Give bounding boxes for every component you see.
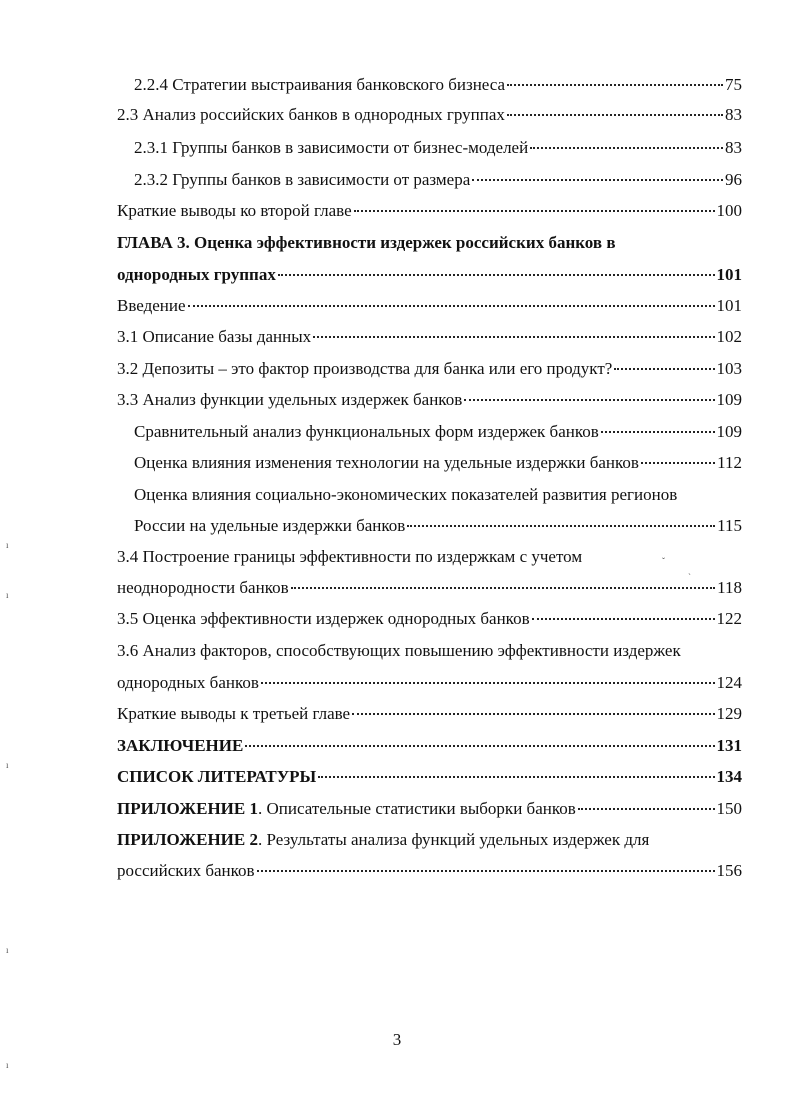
leader-dots xyxy=(507,114,723,116)
toc-entry-label: российских банков xyxy=(117,861,255,880)
toc-entry-label: 3.1 Описание базы данных xyxy=(117,327,312,346)
toc-entry-label xyxy=(117,798,576,820)
toc-entry-page: 131 xyxy=(716,736,742,755)
leader-dots xyxy=(641,462,715,464)
leader-dots xyxy=(261,682,715,684)
toc-entry-page: 103 xyxy=(716,359,742,378)
toc-entry-appendix-2[interactable] xyxy=(117,860,742,882)
toc-entry[interactable] xyxy=(134,421,742,443)
toc-entry-references[interactable] xyxy=(117,766,742,788)
scan-speck: ı xyxy=(6,760,9,770)
leader-dots xyxy=(472,179,723,181)
toc-entry-page: 102 xyxy=(716,327,742,346)
toc-entry-first-line: 3.6 Анализ факторов, способствующих повышению эффективности издержек xyxy=(117,641,681,660)
appendix-description: . Описательные статистики выборки банков xyxy=(257,799,576,818)
toc-entry-page: 122 xyxy=(716,609,742,628)
leader-dots xyxy=(352,713,714,715)
leader-dots xyxy=(245,745,714,747)
leader-dots xyxy=(407,525,715,527)
scan-speck: ` xyxy=(688,572,691,582)
toc-entry[interactable] xyxy=(117,326,742,348)
toc-entry-label: 3.3 Анализ функции удельных издержек банков xyxy=(117,390,463,409)
toc-entry-first-line xyxy=(117,829,649,851)
toc-entry-page: 96 xyxy=(725,170,742,189)
toc-entry[interactable] xyxy=(117,703,742,725)
scan-speck: ı xyxy=(6,590,9,600)
toc-entry-label: СПИСОК ЛИТЕРАТУРЫ xyxy=(117,767,317,786)
leader-dots xyxy=(313,336,714,338)
toc-entry-label: Краткие выводы ко второй главе xyxy=(117,201,352,220)
chapter-heading: ГЛАВА 3. Оценка эффективности издержек российских банков в xyxy=(117,233,616,252)
appendix-title: ПРИЛОЖЕНИЕ 2 xyxy=(117,830,258,849)
leader-dots xyxy=(614,368,714,370)
scan-speck: ı xyxy=(6,540,9,550)
toc-entry-page: 101 xyxy=(716,296,742,315)
toc-entry[interactable] xyxy=(117,672,742,694)
scan-speck: ı xyxy=(6,945,9,955)
toc-entry-page: 118 xyxy=(717,578,742,597)
toc-entry-label: 2.2.4 Стратегии выстраивания банковского бизнеса xyxy=(134,75,506,94)
toc-entry-page: 150 xyxy=(716,799,742,818)
toc-entry-label: Краткие выводы к третьей главе xyxy=(117,704,351,723)
toc-entry-page: 109 xyxy=(716,422,742,441)
toc-entry-label: однородных банков xyxy=(117,673,259,692)
toc-entry-page: 124 xyxy=(716,673,742,692)
toc-entry-label: 2.3.1 Группы банков в зависимости от бизнес-моделей xyxy=(134,138,529,157)
leader-dots xyxy=(507,84,723,86)
toc-entry[interactable] xyxy=(134,137,742,159)
toc-entry[interactable] xyxy=(117,104,742,126)
toc-entry-page: 156 xyxy=(716,861,742,880)
leader-dots xyxy=(601,431,715,433)
toc-entry-label: Оценка влияния изменения технологии на удельные издержки банков xyxy=(134,453,639,472)
toc-entry-label: ЗАКЛЮЧЕНИЕ xyxy=(117,736,244,755)
leader-dots xyxy=(291,587,716,589)
leader-dots xyxy=(464,399,714,401)
toc-entry-page: 75 xyxy=(725,75,742,94)
toc-entry[interactable] xyxy=(117,295,742,317)
toc-entry-page: 115 xyxy=(717,516,742,535)
toc-entry-chapter[interactable] xyxy=(117,264,742,286)
toc-entry-label: 2.3.2 Группы банков в зависимости от размера xyxy=(134,170,471,189)
toc-entry-page: 83 xyxy=(725,105,742,124)
toc-entry-page: 101 xyxy=(716,265,742,284)
toc-entry[interactable] xyxy=(134,515,742,537)
leader-dots xyxy=(278,274,715,276)
toc-entry[interactable] xyxy=(134,169,742,191)
toc-entry-page: 112 xyxy=(717,453,742,472)
toc-entry-label: России на удельные издержки банков xyxy=(134,516,406,535)
toc-entry-label: Сравнительный анализ функциональных форм издержек банков xyxy=(134,422,599,441)
leader-dots xyxy=(354,210,715,212)
appendix-title: ПРИЛОЖЕНИЕ 1 xyxy=(117,799,258,818)
leader-dots xyxy=(532,618,715,620)
toc-entry[interactable] xyxy=(117,577,742,599)
toc-entry-page: 134 xyxy=(716,767,742,786)
toc-entry-label: неоднородности банков xyxy=(117,578,289,597)
toc-entry-page: 129 xyxy=(716,704,742,723)
leader-dots xyxy=(257,870,715,872)
appendix-description: . Результаты анализа функций удельных издержек для xyxy=(257,830,650,849)
toc-entry-label: 2.3 Анализ российских банков в однородных группах xyxy=(117,105,505,124)
toc-entry-appendix-1[interactable] xyxy=(117,798,742,820)
toc-entry[interactable] xyxy=(117,358,742,380)
toc-entry-label: 3.5 Оценка эффективности издержек однородных банков xyxy=(117,609,530,628)
toc-entry-conclusion[interactable] xyxy=(117,735,742,757)
toc-entry[interactable] xyxy=(134,74,742,96)
toc-entry-first-line: Оценка влияния социально-экономических показателей развития регионов xyxy=(134,485,678,504)
scan-speck: ˇ xyxy=(662,556,665,566)
scan-speck: ı xyxy=(6,1060,9,1070)
toc-entry-page: 109 xyxy=(716,390,742,409)
toc-entry[interactable] xyxy=(117,389,742,411)
toc-entry[interactable] xyxy=(117,608,742,630)
toc-entry-label: 3.2 Депозиты – это фактор производства для банка или его продукт? xyxy=(117,359,613,378)
page-number: 3 xyxy=(392,1030,402,1049)
toc-entry-page: 100 xyxy=(716,201,742,220)
toc-entry-label: Введение xyxy=(117,296,186,315)
toc-entry-label: однородных группах xyxy=(117,265,276,284)
toc-entry-first-line: 3.4 Построение границы эффективности по издержкам с учетом xyxy=(117,547,583,566)
leader-dots xyxy=(318,776,714,778)
toc-entry-page: 83 xyxy=(725,138,742,157)
leader-dots xyxy=(530,147,723,149)
leader-dots xyxy=(188,305,715,307)
toc-entry[interactable] xyxy=(117,200,742,222)
leader-dots xyxy=(578,808,715,810)
toc-entry[interactable] xyxy=(134,452,742,474)
